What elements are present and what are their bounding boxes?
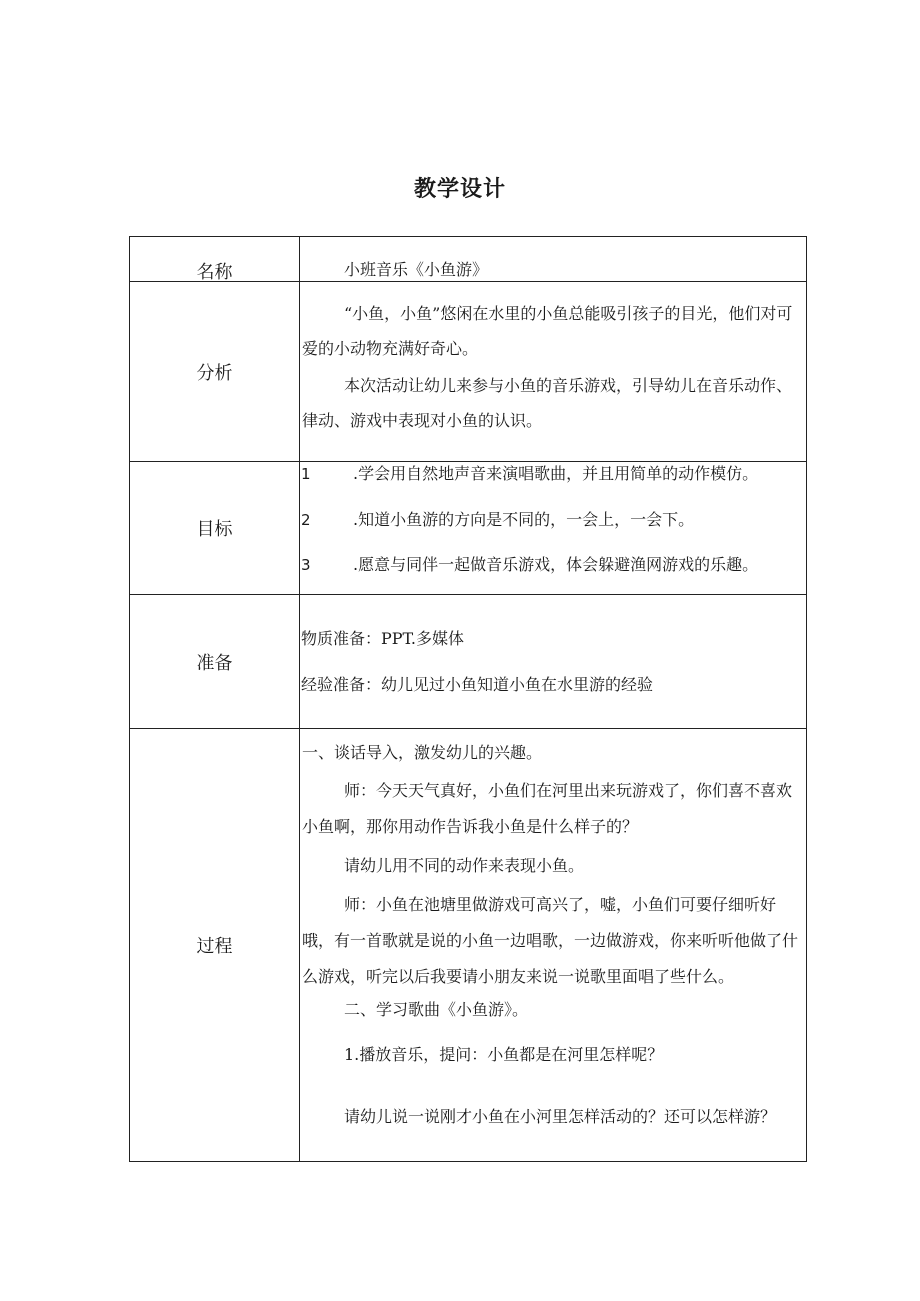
label-process-text: 过程 <box>196 936 233 957</box>
lesson-plan-table <box>129 236 807 1162</box>
process-step2-heading: 二、学习歌曲《小鱼游》。 <box>344 1000 529 1019</box>
cell-goals <box>300 462 807 595</box>
table-row-preparation <box>130 595 807 729</box>
prep-material: 物质准备：PPT.多媒体 <box>301 629 464 648</box>
analysis-paragraph-1: “小鱼，小鱼”悠闲在水里的小鱼总能吸引孩子的目光，他们对可爱的小动物充满好奇心。 <box>302 304 793 358</box>
goal-item-3 <box>300 554 758 576</box>
label-analysis <box>130 282 300 462</box>
goal-number-3: 3 <box>301 556 311 574</box>
label-goals <box>130 462 300 595</box>
cell-analysis <box>300 282 807 462</box>
label-preparation-text: 准备 <box>196 652 233 674</box>
process-step1-teacher-1: 师：今天天气真好，小鱼们在河里出来玩游戏了，你们喜不喜欢小鱼啊，那你用动作告诉我小鱼是什么样子的？ <box>302 781 793 836</box>
cell-preparation <box>300 595 807 729</box>
goal-number-1: 1 <box>301 465 311 483</box>
label-name <box>130 237 300 282</box>
label-preparation <box>130 595 300 729</box>
prep-experience: 经验准备：幼儿见过小鱼知道小鱼在水里游的经验 <box>301 675 654 694</box>
table-row-name <box>130 237 807 282</box>
analysis-paragraph-2: 本次活动让幼儿来参与小鱼的音乐游戏，引导幼儿在音乐动作、律动、游戏中表现对小鱼的认识。 <box>302 376 793 430</box>
goal-number-2: 2 <box>301 511 311 529</box>
cell-process <box>300 729 807 1162</box>
process-step1-heading: 一、谈话导入，激发幼儿的兴趣。 <box>302 743 543 762</box>
cell-name <box>300 237 807 282</box>
goal-item-1 <box>300 463 758 485</box>
label-goals-text: 目标 <box>196 519 233 540</box>
table-row-goals <box>130 462 807 595</box>
table-row-process <box>130 729 807 1162</box>
goal-item-2 <box>300 509 694 531</box>
goal-text-1: .学会用自然地声音来演唱歌曲，并且用简单的动作模仿。 <box>353 464 759 483</box>
page-title: 教学设计 <box>413 177 506 202</box>
process-step1-teacher-2: 师：小鱼在池塘里做游戏可高兴了，嘘，小鱼们可要仔细听好哦，有一首歌就是说的小鱼一边唱歌，一边做游戏，你来听听他做了什么游戏，听完以后我要请小朋友来说一说歌里面唱了些什么。 <box>302 895 799 986</box>
course-name: 小班音乐《小鱼游》 <box>344 260 489 279</box>
process-step2-children: 请幼儿说一说刚才小鱼在小河里怎样活动的？还可以怎样游？ <box>344 1107 777 1126</box>
process-step2-item-1: 1.播放音乐，提问：小鱼都是在河里怎样呢？ <box>344 1045 664 1064</box>
process-step1-children: 请幼儿用不同的动作来表现小鱼。 <box>344 856 585 875</box>
table-row-analysis <box>130 282 807 462</box>
label-process <box>130 729 300 1162</box>
label-name-text: 名称 <box>196 262 233 283</box>
label-analysis-text: 分析 <box>196 362 233 384</box>
goal-text-2: .知道小鱼游的方向是不同的，一会上，一会下。 <box>353 510 695 529</box>
goal-text-3: .愿意与同伴一起做音乐游戏，体会躲避渔网游戏的乐趣。 <box>353 555 759 574</box>
